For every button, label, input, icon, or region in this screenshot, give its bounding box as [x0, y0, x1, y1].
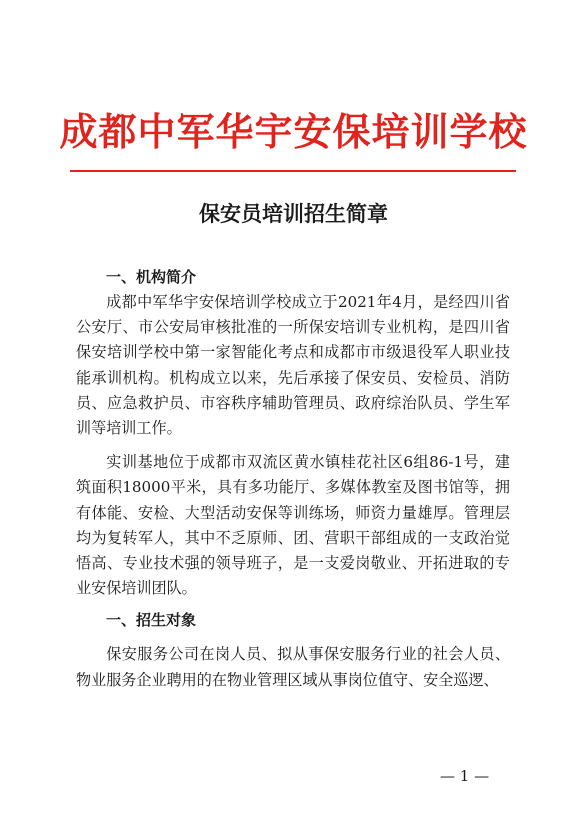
- red-header-rule: [70, 170, 516, 172]
- section-heading-intro: 一、机构简介: [106, 268, 197, 286]
- section-heading-enrollment: 一、招生对象: [106, 611, 197, 630]
- page-number: — 1 —: [440, 767, 490, 785]
- intro-paragraph-2: 实训基地位于成都市双流区黄水镇桂花社区6组86-1号，建筑面积18000平米，具有多功能厅、多媒体教室及图书馆等，拥有体能、安检、大型活动安保等训练场，师资力量雄厚。管理层均为复转军人，其中不乏原师、团、营职干部组成的一支政治觉悟高、专业技术强的领导班子，是一支爱岗敬业、开拓进取的专业安保培训团队。: [76, 453, 510, 598]
- intro-paragraph-1: 成都中军华宇安保培训学校成立于2021年4月，是经四川省公安厅、市公安局审核批准的一所保安培训专业机构，是四川省保安培训学校中第一家智能化考点和成都市市级退役军人职业技能承训机构。机构成立以来，先后承接了保安员、安检员、消防员、应急救护员、市容秩序辅助管理员、政府综治队员、学生军训等培训工作。: [76, 293, 510, 438]
- document-title: 保安员培训招生简章: [199, 201, 388, 226]
- organization-title: 成都中军华宇安保培训学校: [59, 109, 528, 154]
- document-body: [76, 264, 510, 693]
- enrollment-paragraph-1: 保安服务公司在岗人员、拟从事保安服务行业的社会人员、物业服务企业聘用的在物业管理区域从事岗位值守、安全巡逻、: [76, 645, 510, 689]
